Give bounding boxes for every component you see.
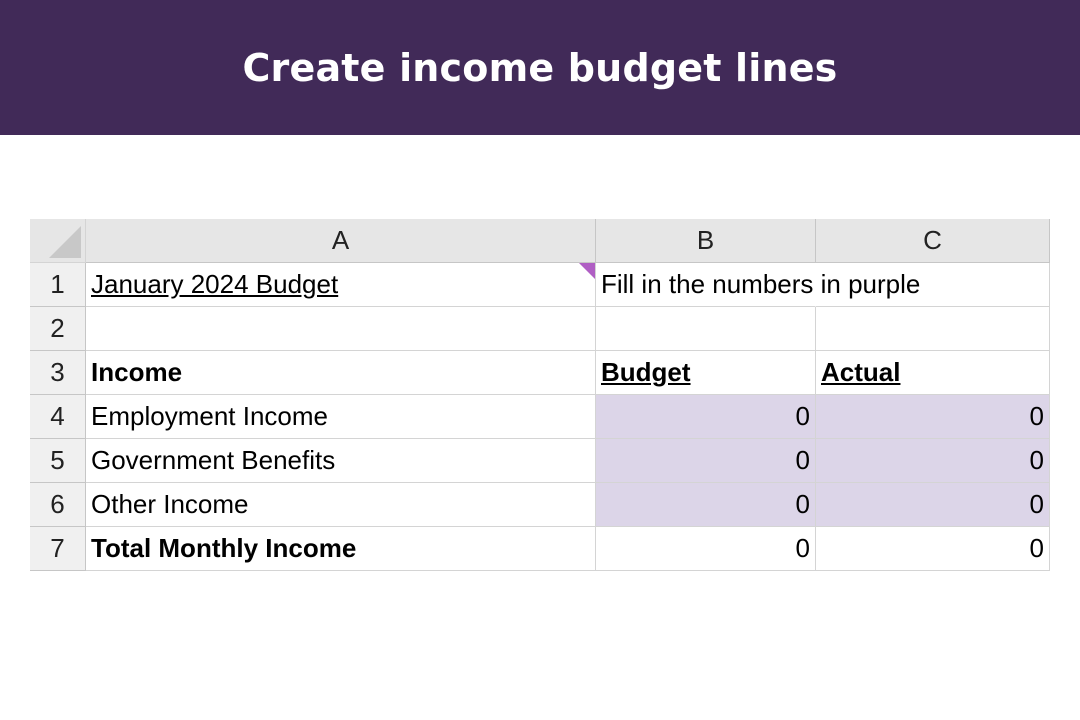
- cell-b5[interactable]: 0: [596, 439, 816, 483]
- cell-c5[interactable]: 0: [816, 439, 1050, 483]
- cell-a2[interactable]: [86, 307, 596, 351]
- cell-c3[interactable]: [816, 351, 1050, 395]
- budget-column-label: Budget: [601, 357, 691, 387]
- cell-b7[interactable]: 0: [596, 527, 816, 571]
- cell-a5[interactable]: Government Benefits: [86, 439, 596, 483]
- cell-c6[interactable]: 0: [816, 483, 1050, 527]
- title-banner: [0, 0, 1080, 135]
- cell-a6[interactable]: Other Income: [86, 483, 596, 527]
- cell-c4[interactable]: 0: [816, 395, 1050, 439]
- row-header-5[interactable]: 5: [30, 439, 86, 483]
- row-header-6[interactable]: 6: [30, 483, 86, 527]
- slide-title: Create income budget lines: [242, 45, 838, 90]
- cell-c2[interactable]: [816, 307, 1050, 351]
- cell-a3[interactable]: Income: [86, 351, 596, 395]
- comment-indicator-icon[interactable]: [579, 263, 595, 279]
- cell-b1[interactable]: [596, 263, 921, 307]
- row-header-1[interactable]: 1: [30, 263, 86, 307]
- select-all-triangle-icon: [49, 226, 81, 258]
- select-all-corner[interactable]: [30, 219, 86, 263]
- cell-a7[interactable]: Total Monthly Income: [86, 527, 596, 571]
- cell-b3[interactable]: [596, 351, 816, 395]
- cell-b2[interactable]: [596, 307, 816, 351]
- budget-title: January 2024 Budget: [91, 269, 339, 299]
- cell-a4[interactable]: Employment Income: [86, 395, 596, 439]
- column-header-c[interactable]: C: [816, 219, 1050, 263]
- cell-c1[interactable]: [816, 263, 1050, 307]
- instruction-text: Fill in the numbers in purple: [601, 269, 921, 299]
- spreadsheet: [30, 219, 1050, 571]
- cell-c7[interactable]: 0: [816, 527, 1050, 571]
- actual-column-label: Actual: [821, 357, 901, 387]
- row-header-2[interactable]: 2: [30, 307, 86, 351]
- cell-b6[interactable]: 0: [596, 483, 816, 527]
- row-header-4[interactable]: 4: [30, 395, 86, 439]
- row-header-3[interactable]: 3: [30, 351, 86, 395]
- row-header-7[interactable]: 7: [30, 527, 86, 571]
- column-header-a[interactable]: A: [86, 219, 596, 263]
- column-header-b[interactable]: B: [596, 219, 816, 263]
- cell-b4[interactable]: 0: [596, 395, 816, 439]
- cell-a1[interactable]: [86, 263, 596, 307]
